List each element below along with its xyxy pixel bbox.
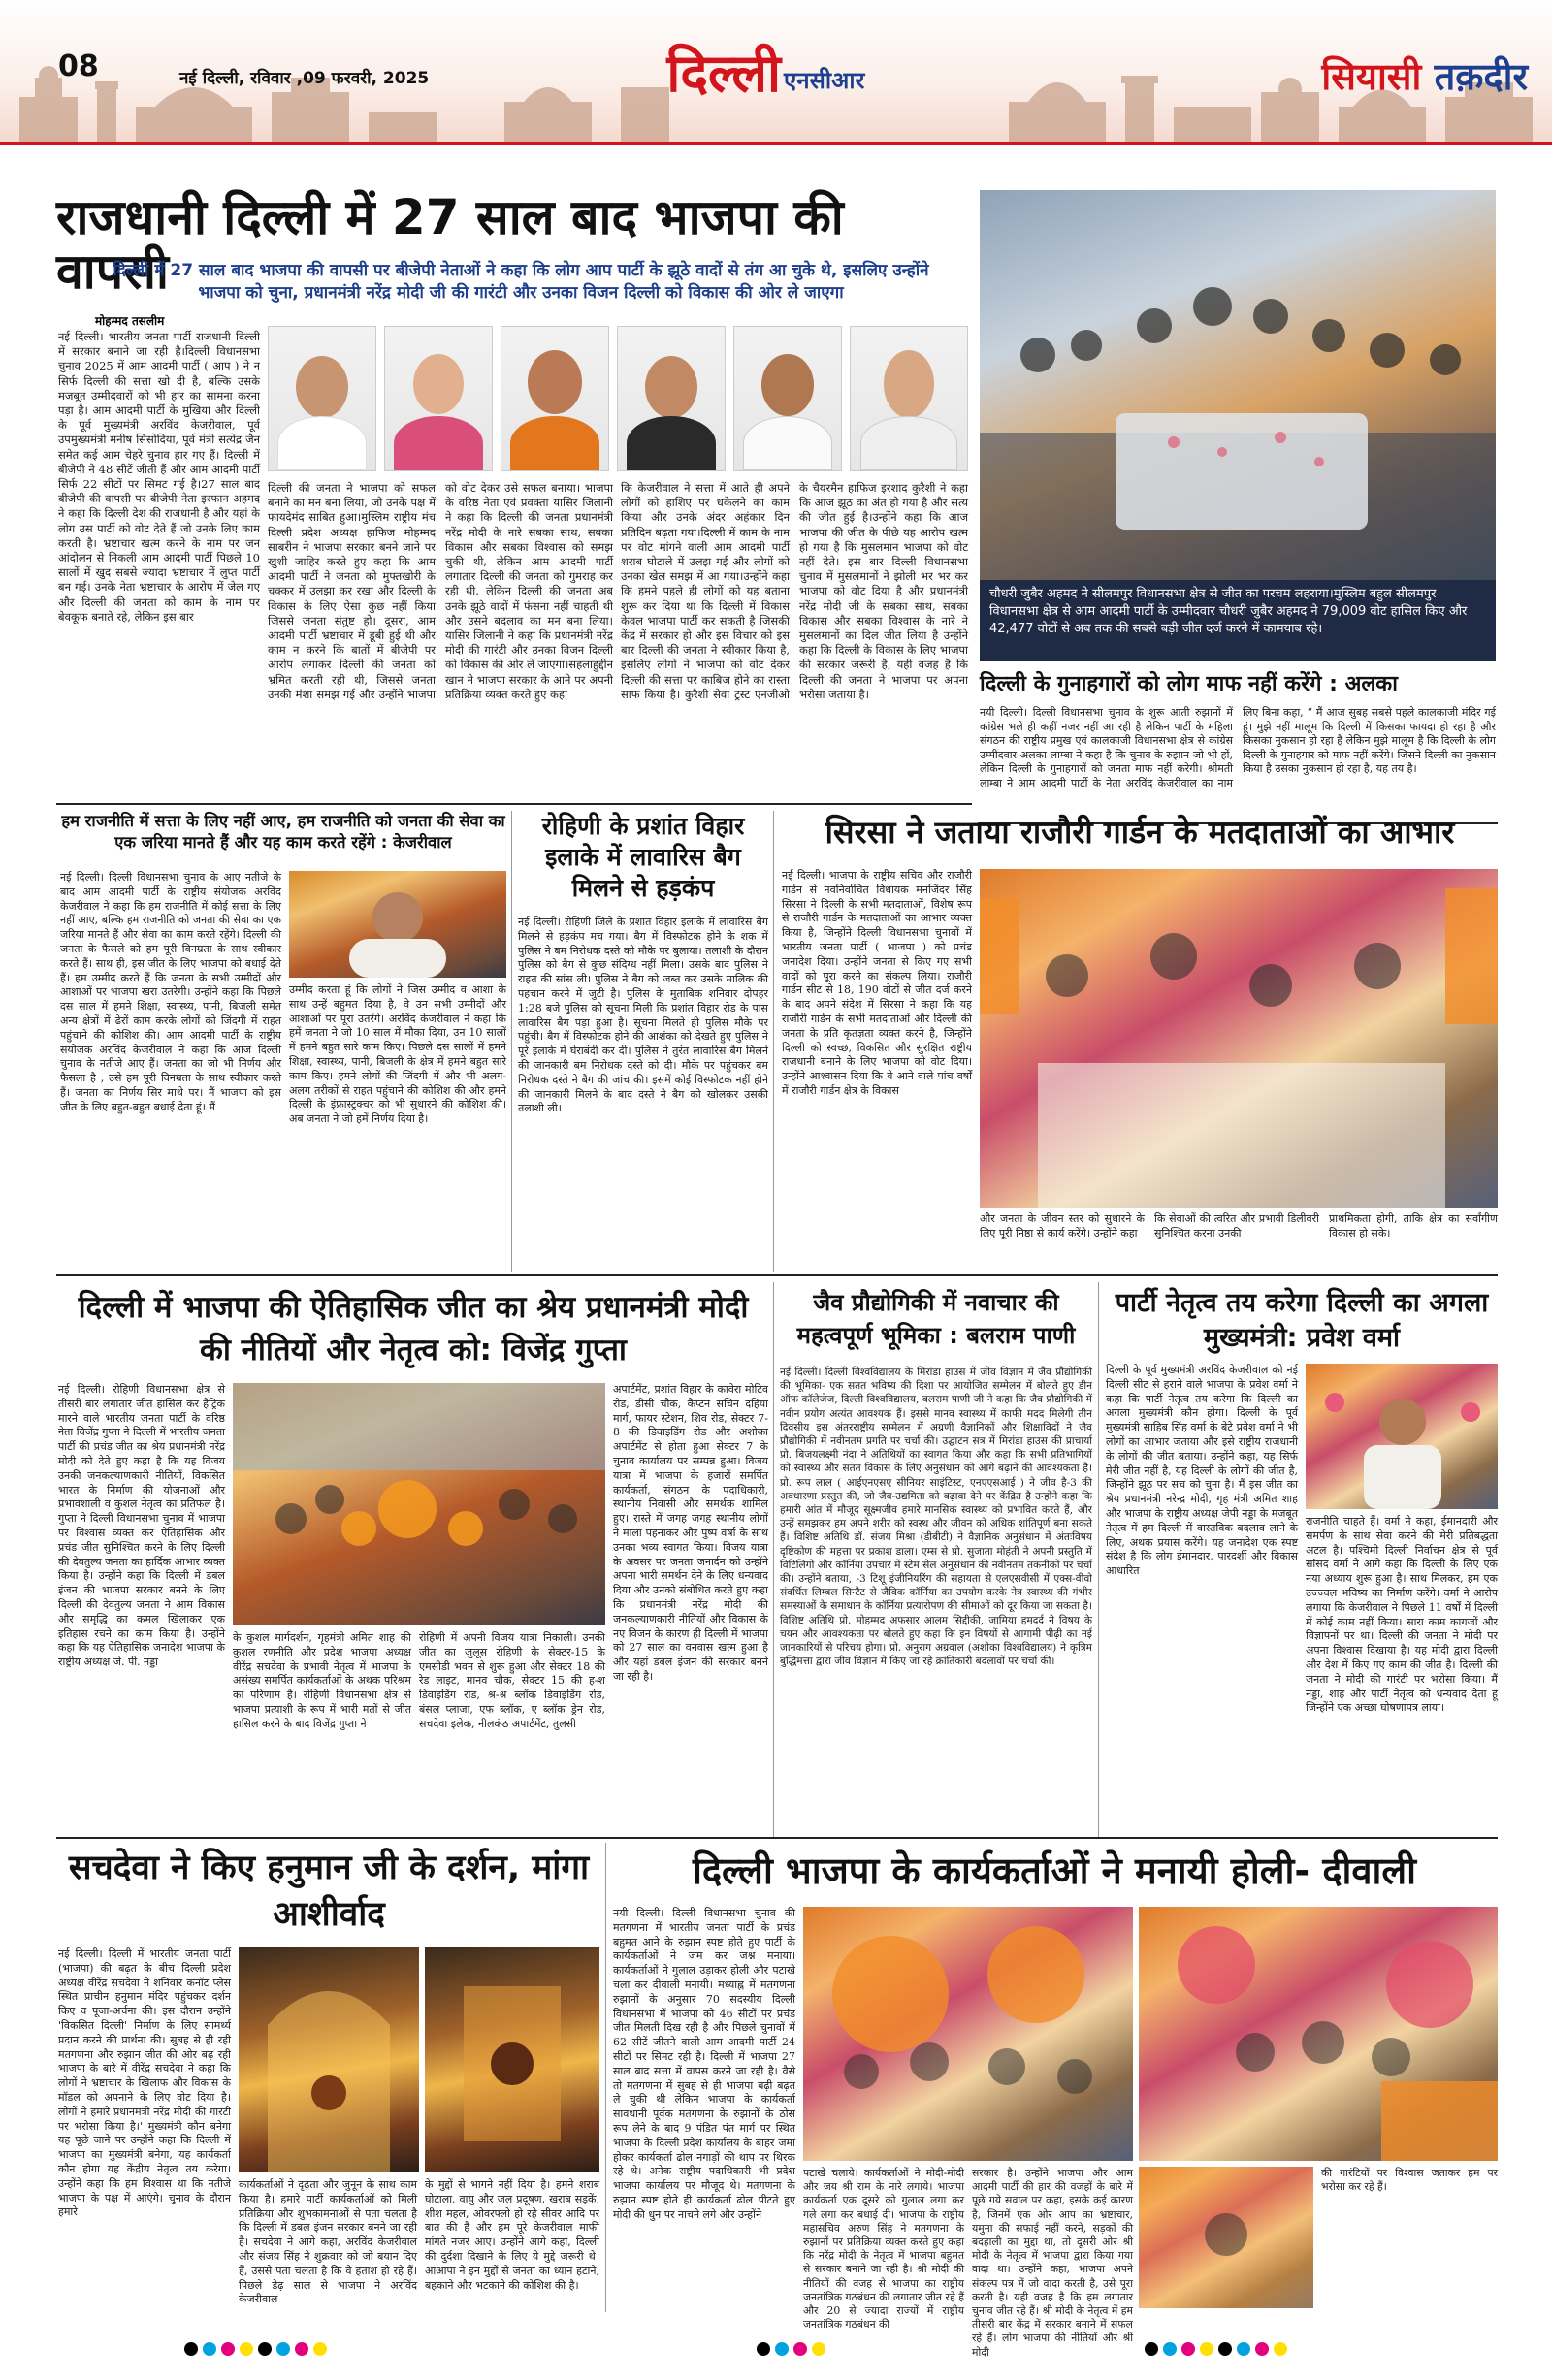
section-title	[1198, 56, 1528, 98]
vrule-4	[1098, 1282, 1099, 1837]
vrule-3	[773, 1282, 774, 1837]
rohini-body: नई दिल्ली। रोहिणी जिले के प्रशांत विहार इलाके में लावारिस बैग मिलने से हड़कंप मच गया। बैग में विस्फोटक होने के शक में पुलिस ने बम निरोधक दस्ते को मौके पर बुलाया। तलाशी के दौरान पुलिस को बैग से कुछ संदिग्ध नहीं मिला। उसके बाद पुलिस ने राहत की सांस ली। पुलिस ने बैग को जब्त कर उसके मालिक की पहचान करने में जुटी है। पुलिस के मुताबिक शनिवार दोपहर 1:28 बजे पुलिस को सूचना मिली कि प्रशांत विहार रोड के पास लावारिस बैग पड़ा हुआ है। सूचना मिलते ही पुलिस मौके पर पहुंची। बैग में विस्फोटक होने की आशंका को देखते हुए पुलिस ने पूरे इलाके में घेराबंदी कर दी। पुलिस ने तुरंत लावारिस बैग मिलने की जानकारी बम निरोधक दस्ते को दी। मौके पर पहुंचकर बम निरोधक दस्ते ने बैग की जांच की। इसमें कोई विस्फोटक नहीं होने की जानकारी मिलने के बाद दस्ते ने बैग को खोलकर उसकी तलाशी ली।	[518, 916, 768, 1115]
lead-body-mid: दिल्ली की जनता ने भाजपा को सफल बनाने का मन बना लिया, जो उनके पक्ष में फायदेमंद साबित हुआ।मुस्लिम राष्ट्रीय मंच दिल्ली प्रदेश अध्यक्ष हाफिज मोहम्मद साबरीन ने भाजपा सरकार बनने जाने पर खुशी जाहिर करते हुए कहा कि आम आदमी पार्टी ने जनता को मुफ्तखोरी के चक्कर में उलझा कर रखा और दिल्ली के विकास के लिए ऐसा कुछ नहीं किया जिससे जनता संतुष्ट हो। दूसरा, आम आदमी पार्टी भ्रष्टाचार में डूबी हुई थी और काम न करने कि बातों में बीजेपी पर आरोप लगाकर दिल्ली की जनता को भ्रमित करती रही थी, जिससे जनता उनकी मंशा समझ गई और उन्होंने भाजपा को वोट देकर उसे सफल बनाया। भाजपा के वरिष्ठ नेता एवं प्रवक्ता यासिर जिलानी ने कहा कि दिल्ली की जनता प्रधानमंत्री नरेंद्र मोदी के नारे सबका साथ, सबका विकास और सबका विश्वास को समझ चुकी थी, लेकिन आम आदमी पार्टी लगातार दिल्ली की जनता को गुमराह कर रही थी, लेकिन दिल्ली की जनता अब उनके झूठे वादों में फंसना नहीं चाहती थी और उसने बदलाव का मन बना लिया। यासिर जिलानी ने कहा कि प्रधानमंत्री नरेंद्र मोदी की गारंटी और उनका विजन दिल्ली को विकास की ओर ले जाएगा।सहलाहुद्दीन खान ने भाजपा सरकार के आने पर अपनी प्रतिक्रिया व्यक्त करते हुए कहा	[268, 481, 613, 701]
dateline: नई दिल्ली, रविवार ,09 फरवरी, 2025	[179, 69, 430, 88]
portrait-3	[501, 326, 609, 471]
victory-rally-photo	[980, 190, 1496, 580]
portrait-5	[733, 326, 842, 471]
divider-1	[56, 803, 972, 805]
masthead-rule	[0, 142, 1552, 145]
sachdeva-headline: सचदेवा ने किए हनुमान जी के दर्शन, मांगा आशीर्वाद	[68, 1849, 590, 1934]
temple-photo-1	[239, 1947, 419, 2172]
divider-2	[56, 1274, 1498, 1276]
temple-photo-2	[425, 1947, 599, 2172]
vrule-2	[773, 811, 774, 1272]
sirsa-strip-b: कि सेवाओं की त्वरित और प्रभावी डिलीवरी सुनिश्चित करना उनकी	[1154, 1212, 1319, 1239]
sirsa-headline: सिरसा ने जताया राजौरी गार्डन के मतदाताओं का आभार	[824, 814, 1455, 851]
divider-3	[56, 1837, 1498, 1839]
portrait-2	[384, 326, 493, 471]
gupta-photo	[233, 1383, 605, 1625]
brand-sub: एनसीआर	[784, 67, 865, 94]
pani-headline: जैव प्रौद्योगिकी में नवाचार की महत्वपूर्ण भूमिका : बलराम पाणी	[796, 1289, 1076, 1349]
verma-headline: पार्टी नेतृत्व तय करेगा दिल्ली का अगला मुख्यमंत्री: प्रवेश वर्मा	[1115, 1288, 1489, 1353]
portrait-6	[850, 326, 968, 471]
lead-body-left: नई दिल्ली। भारतीय जनता पार्टी राजधानी दिल्ली में सरकार बनाने जा रही है।दिल्ली विधानसभा चुनाव 2025 में आम आदमी पार्टी ( आप ) ने न सिर्फ दिल्ली की सत्ता खो दी है, बल्कि उसके मजबूत उम्मीदवारों को भी हार का सामना करना पड़ा है। आम आदमी पार्टी के मुखिया और दिल्ली के पूर्व मुख्यमंत्री अरविंद केजरीवाल, पूर्व उपमुख्यमंत्री मनीष सिसोदिया, पूर्व मंत्री सत्येंद्र जैन समेत कई आम चेहरे चुनाव हार गए हैं। दिल्ली में बीजेपी ने 48 सीटें जीती हैं और आम आदमी पार्टी सिर्फ 22 सीटों पर सिमट गई है।27 साल बाद बीजेपी की वापसी पर बीजेपी नेता इरफान अहमद ने कहा कि दिल्ली देश की राजधानी है और यहां के लोग उस पार्टी को वोट देते हैं जो उनके लिए काम करती है। भ्रष्टाचार खत्म करने के नाम पर जन आंदोलन से निकली आम आदमी पार्टी पिछले 10 सालों में खुद सबसे ज्यादा भ्रष्टाचार में लुप्त पार्टी बन गई। उनके नेता भ्रष्टाचार के आरोप में जेल गए और दिल्ली की जनता को काम के नाम पर बेवकूफ बनाते रहे, लेकिन इस बार	[58, 330, 260, 624]
verma-body-b: राजनीति चाहते हैं। वर्मा ने कहा, ईमानदारी और समर्पण के साथ सेवा करने की मेरी प्रतिबद्धता अटल है। पश्चिमी दिल्ली निर्वाचन क्षेत्र से पूर्व सांसद वर्मा ने आगे कहा कि दिल्ली के लिए एक नया अध्याय शुरू हुआ है। साथ मिलकर, हम एक उज्ज्वल भविष्य का निर्माण करेंगे। वर्मा ने आरोप लगाया कि केजरीवाल ने पिछले 11 वर्षों में दिल्ली में कोई काम नहीं किया। सारा काम कागजों और विज्ञापनों पर था। दिल्ली की जनता ने मोदी पर अपना विश्वास दिखाया है। यह मोदी द्वारा दिल्ली और देश में किए गए काम की जीत है। दिल्ली की जनता ने मोदी की गारंटी पर भरोसा किया। मैं नड्डा, शाह और पार्टी नेतृत्व को धन्यवाद देता हूं जिन्होंने एक अच्छा घोषणापत्र लाया।	[1306, 1515, 1498, 1715]
sachdeva-body-c: के मुद्दों से भागने नहीं दिया है। हमने शराब घोटाला, वायु और जल प्रदूषण, खराब सड़कें, शीश महल, ओवरफ्लो हो रहे सीवर आदि पर बात की है और हम पूरे केजरीवाल माफी मांगते नजर आए। उन्होंने आगे कहा, दिल्ली की दुर्दशा दिखाने के लिए ये मुद्दे जरूरी थे। आआपा ने इन मुद्दों से जनता का ध्यान हटाने, बहकाने और भटकाने की कोशिश की है।	[425, 2178, 599, 2292]
kejriwal-body-b: उम्मीद करता हूं कि लोगों ने जिस उम्मीद व आशा के साथ उन्हें बहुमत दिया है, वे उन सभी उम्मीदों और आशाओं पर पूरा उतरेंगे। अरविंद केजरीवाल ने कहा कि हमें जनता ने जो 10 साल में मौका दिया, उन 10 सालों में हमने बहुत सारे काम किए। पिछले दस सालों में हमने शिक्षा, स्वास्थ्य, पानी, बिजली के क्षेत्र में हमने बहुत सारे काम किए। हमने लोगों की जिंदगी में और भी अलग-अलग तरीकों से राहत पहुंचाने की कोशिश की और हमने दिल्ली के इंफ्रास्ट्रक्चर को भी सुधारने की कोशिश की। अब जनता ने जो हमें निर्णय दिया है।	[289, 983, 506, 1126]
section-title-b: तक़दीर	[1434, 55, 1528, 98]
sirsa-body: नई दिल्ली। भाजपा के राष्ट्रीय सचिव और राजौरी गार्डन से नवनिर्वाचित विधायक मनजिंदर सिंह सिरसा ने दिल्ली के सभी मतदाताओं, विशेष रूप से राजौरी गार्डन के मतदाताओं का आभार व्यक्त किया है, जिन्होंने दिल्ली विधानसभा चुनावों में भारतीय जनता पार्टी ( भाजपा ) को प्रचंड जनादेश दिया। उन्होंने जनता से किए गए सभी वादों को पूरा करने का संकल्प लिया। राजौरी गार्डन सीट से 18, 190 वोटों से जीत दर्ज करने के बाद अपने संदेश में सिरसा ने कहा कि यह राजौरी गार्डन के सभी मतदाताओं और दिल्ली की जनता के प्रति कृतज्ञता व्यक्त करने है, जिन्होंने दिल्ली को स्वच्छ, विकसित और सुरक्षित राष्ट्रीय राजधानी बनाने के लिए भाजपा को वोट दिया। उन्होंने आश्वासन दिया कि वे आने वाले पांच वर्षों में राजौरी गार्डन क्षेत्र के विकास	[782, 869, 972, 1097]
registration-marks-mid	[757, 2341, 951, 2361]
brand-main: दिल्ली	[666, 43, 781, 104]
sachdeva-body-a: नई दिल्ली। दिल्ली में भारतीय जनता पार्टी (भाजपा) की बढ़त के बीच दिल्ली प्रदेश अध्यक्ष वीरेंद्र सचदेवा ने शनिवार कनॉट प्लेस स्थित प्राचीन हनुमान मंदिर पहुंचकर दर्शन किए व पूजा-अर्चना की। इस दौरान उन्होंने 'विकसित दिल्ली' निर्माण के लिए सामर्थ्य प्रदान करने की प्रार्थना की। सुबह से ही रही मतगणना और रुझान जीत की ओर बढ़ रही भाजपा के बारे में वीरेंद्र सचदेवा ने कहा कि लोगों ने भ्रष्टाचार के खिलाफ और विकास के मॉडल को अपनाने के लिए वोट दिया है। लोगों ने हमारे प्रधानमंत्री नरेंद्र मोदी की गारंटी पर भरोसा किया है।' मुख्यमंत्री कौन बनेगा यह पूछे जाने पर उन्होंने कहा कि दिल्ली में भाजपा का मुख्यमंत्री बनेगा, यह कार्यकर्ता कौन होगा यह केंद्रीय नेतृत्व तय करेगा। उन्होंने कहा कि हम विश्वास था कि नतीजे भाजपा के पक्ष में आएंगे। चुनाव के दौरान हमारे	[58, 1947, 231, 2219]
victory-rally-caption: चौधरी जुबैर अहमद ने सीलमपुर विधानसभा क्षेत्र से जीत का परचम लहराया।मुस्लिम बहुल सीलमपुर विधानसभा क्षेत्र से आम आदमी पार्टी के उम्मीदवार चौधरी जुबैर अहमद ने 79,009 वोट हासिल किए और 42,477 वोटों से अब तक की सबसे बड़ी जीत दर्ज करने में कामयाब रहे।	[980, 580, 1496, 661]
holi-headline: दिल्ली भाजपा के कार्यकर्ताओं ने मनायी होली- दीवाली	[693, 1849, 1416, 1892]
verma-body-a: दिल्ली के पूर्व मुख्यमंत्री अरविंद केजरीवाल को नई दिल्ली सीट से हराने वाले भाजपा के प्रवेश वर्मा ने कहा कि पार्टी नेतृत्व तय करेगा कि दिल्ली का अगला मुख्यमंत्री कौन होगा। दिल्ली के पूर्व मुख्यमंत्री साहिब सिंह वर्मा के बेटे प्रवेश वर्मा ने भी लोगों का आभार जताया और इसे राष्ट्रीय राजधानी के लोगों की जीत बताया। उन्होंने कहा, यह सिर्फ मेरी जीत नहीं है, यह दिल्ली के लोगों की जीत है, जिन्होंने झूठ पर सच को चुना है। मैं इस जीत का श्रेय प्रधानमंत्री नरेन्द्र मोदी, गृह मंत्री अमित शाह और भाजपा के राष्ट्रीय अध्यक्ष जेपी नड्डा के मजबूत नेतृत्व में हम दिल्ली में वास्तविक बदलाव लाने के लिए, अथक प्रयास करेंगे। यह जनादेश एक स्पष्ट संदेश है कि लोग ईमानदार, पारदर्शी और विकास आधारित	[1106, 1364, 1298, 1578]
alka-body: नयी दिल्ली। दिल्ली विधानसभा चुनाव के शुरू आती रुझानों में कांग्रेस भले ही कहीं नजर नहीं आ रही है लेकिन पार्टी के महिला संगठन की राष्ट्रीय प्रमुख एवं कालकाजी विधानसभा क्षेत्र से कांग्रेस उम्मीदवार अलका लाम्बा ने कहा है कि चुनाव के रुझान जो भी हों, लेकिन दिल्ली के गुनाहगारों को जनता माफ नहीं करेगी। श्रीमती लाम्बा ने आम आदमी पार्टी के नेता अरविंद केजरीवाल का नाम लिए बिना कहा, “ मैं आज सुबह सबसे पहले कालकाजी मंदिर गई हूं। मुझे नहीं मालूम कि दिल्ली में किसका फायदा हो रहा है और किसका नुकसान हो रहा है लेकिन मुझे मालूम है कि दिल्ली के लोग दिल्ली के गुनाहगार को माफ नहीं करेंगे। जिसने दिल्ली का नुकसान किया है उसका नुकसान हो रहा है, यह तय है।	[980, 706, 1496, 789]
lead-body-right: कि केजरीवाल ने सत्ता में आते ही अपने लोगों को हाशिए पर धकेलने का काम किया और उनके अंदर अहंकार दिन प्रतिदिन बढ़ता गया।दिल्ली में काम के नाम पर वोट मांगने वाली आम आदमी पार्टी शराब घोटाले में उलझ गई और लोगों को उनका खेल समझ में आ गया।उन्होंने कहा कि हमने पहले ही लोगों को यह बताना शुरू कर दिया था कि दिल्ली में विकास केवल भाजपा पार्टी कर सकती है जिसकी केंद्र में सरकार हो और इस विचार को इस बार दिल्ली की जनता ने स्वीकार किया है, इसलिए लोगों ने भाजपा को वोट देकर दिल्ली की सत्ता पर काबिज होने का रास्ता साफ किया है। कुरैशी सेवा ट्रस्ट एनजीओ के चैयरमैन हाफिज इरशाद कुरैशी ने कहा कि आज झूठ का अंत हो गया है और सत्य की जीत हुई है।उन्होंने कहा कि आज भाजपा की जीत के पीछे यह आरोप खत्म हो गया है कि मुसलमान भाजपा को वोट नहीं देते। इस बार दिल्ली विधानसभा चुनाव में मुसलमानों ने झोली भर भर कर भाजपा को वोट दिया है और प्रधानमंत्री नरेंद्र मोदी जी के सबका साथ, सबका विकास और सबका विश्वास के नारे ने मुसलमानों का दिल जीत लिया है उन्होंने कहा कि दिल्ली के विकास के लिए भाजपा की सरकार जरूरी है, यही वजह है कि दिल्ली की जनता ने भाजपा पर अपना भरोसा जताया है।	[621, 481, 968, 701]
brand-logo	[558, 45, 781, 113]
holi-body-b: पटाखे चलाये। कार्यकर्ताओं ने मोदी-मोदी और जय श्री राम के नारे लगाये। भाजपा कार्यकर्ता एक दूसरे को गुलाल लगा कर गले लगा कर बधाई दी। भाजपा के राष्ट्रीय महासचिव अरुण सिंह ने मतगणना के रुझानों पर प्रतिक्रिया व्यक्त करते हुए कहा कि नरेंद्र मोदी के नेतृत्व में भाजपा बहुमत से सरकार बनाने जा रही है। श्री मोदी की नीतियों की वजह से भाजपा का राष्ट्रीय जनतांत्रिक गठबंधन की लगातार जीत रहे हैं और 20 से ज्यादा राज्यों में राष्ट्रीय जनतांत्रिक गठबंधन की	[803, 2167, 964, 2332]
kejriwal-body-a: नई दिल्ली। दिल्ली विधानसभा चुनाव के आए नतीजे के बाद आम आदमी पार्टी के राष्ट्रीय संयोजक अरविंद केजरीवाल ने कहा कि हम राजनीति में कोई सत्ता के लिए नहीं आए, बल्कि हम राजनीति को जनता की सेवा का एक जरिया मानते हैं और सेवा का काम करते रहेंगे। दिल्ली की जनता के फैसले को हम पूरी विनम्रता के साथ स्वीकार करते हैं। साथ ही, इस जीत के लिए भाजपा को बधाई देते हैं। हम उम्मीद करते हैं कि जनता के सभी उम्मीदों और आशाओं पर भाजपा खरा उतरेगी। उन्होंने कहा कि पिछले दस साल में हमने शिक्षा, स्वास्थ्य, पानी, बिजली समेत अन्य क्षेत्रों में ढेरों काम करके लोगों को जिंदगी में राहत पहुंचाने की कोशिश की। आम आदमी पार्टी के राष्ट्रीय संयोजक अरविंद केजरीवाल ने कहा कि आज दिल्ली चुनाव के नतीजे आए हैं। जनता का जो भी निर्णय और फैसला है , उसे हम पूरी विनम्रता के साथ स्वीकार करते हैं। जनता का निर्णय सिर माथे पर। मैं भाजपा को इस जीत के लिए बहुत-बहुत बधाई देता हूं। मैं	[60, 871, 281, 1113]
holi-photo-2	[1139, 1907, 1498, 2161]
sirsa-photo	[980, 869, 1498, 1208]
section-title-a: सियासी	[1321, 55, 1422, 98]
sachdeva-body-b: कार्यकर्ताओं ने दृढ़ता और जुनून के साथ काम किया है। हमारे पार्टी कार्यकर्ताओं को मिली प्रतिक्रिया और शुभकामनाओं से पता चलता है कि दिल्ली में डबल इंजन सरकार बनने जा रही है। सचदेवा ने आगे कहा, अरविंद केजरीवाल और संजय सिंह ने शुक्रवार को जो बयान दिए हैं, उससे पता चलता है कि वे हताश हो रहे हैं। पिछले डेढ़ साल से भाजपा ने अरविंद केजरीवाल	[239, 2178, 417, 2306]
lead-byline: मोहम्मद तसलीम	[95, 314, 165, 328]
gupta-body-a: नई दिल्ली। रोहिणी विधानसभा क्षेत्र से तीसरी बार लगातार जीत हासिल कर हैट्रिक मारने वाले भारतीय जनता पार्टी के वरिष्ठ नेता विजेंद्र गुप्ता ने दिल्ली में भारतीय जनता पार्टी की प्रचंड जीत का श्रेय प्रधानमंत्री नरेंद्र मोदी को देते हुए कहा है कि यह विजय उनकी जनकल्याणकारी नीतियों, विकसित भारत के निर्माण की योजनाओं और प्रभावशाली व कुशल नेतृत्व का प्रतिफल है। गुप्ता ने दिल्ली विधानसभा चुनाव में भाजपा पर विश्वास व्यक्त कर ऐतिहासिक और प्रचंड जीत सुनिश्चित करने के लिए दिल्ली की देवतुल्य जनता का हार्दिक आभार व्यक्त किया है। उन्होंने कहा कि दिल्ली में डबल इंजन की भाजपा सरकार बनने के लिए दिल्ली की देवतुल्य जनता ने आम विकास और समृद्धि का कमल खिलाकर एक इतिहास रचने का काम किया है। उन्होंने कहा कि यह ऐतिहासिक जनादेश भाजपा के राष्ट्रीय अध्यक्ष जे. पी. नड्डा	[58, 1383, 225, 1669]
crowd-illustration	[980, 190, 1496, 580]
holi-body-c: सरकार है। उन्होंने भाजपा और आम आदमी पार्टी की हार की वजहों के बारे में पूछे गये सवाल पर कहा, इसके कई कारण है, जिनमें एक ओर आप का भ्रष्टाचार, यमुना की सफाई नहीं करने, सड़कों की बदहाली का मुद्दा था, तो दूसरी ओर श्री मोदी के नेतृत्व में भाजपा द्वारा किया गया वादा था। उन्होंने कहा, भाजपा अपने संकल्प पत्र में जो वादा करती है, उसे पूरा करती है। यही वजह है कि हम लगातार चुनाव जीत रहे हैं। श्री मोदी के नेतृत्व में हम तीसरी बार केंद्र में सरकार बनाने में सफल रहे हैं। लोग भाजपा की नीतियों और श्री मोदी	[972, 2167, 1133, 2359]
holi-photo-1	[803, 1907, 1133, 2161]
holi-body-a: नयी दिल्ली। दिल्ली विधानसभा चुनाव की मतगणना में भारतीय जनता पार्टी के प्रचंड बहुमत आने के रुझान स्पष्ट होते हुए पार्टी के कार्यकर्ताओं ने जम कर जश्न मनाया। कार्यकर्ताओं ने गुलाल उड़ाकर होली और पटाखे चला कर दीवाली मनायी। मध्याह्न में मतगणना रुझानों के अनुसार 70 सदस्यीय दिल्ली विधानसभा में भाजपा को 46 सीटों पर प्रचंड जीत मिलती दिख रही है और पिछले चुनावों में 62 सीटें जीतने वाली आम आदमी पार्टी 24 सीटों पर सिमट रही है। दिल्ली में भाजपा 27 साल बाद सत्ता में वापस करने जा रही है। वैसे तो मतगणना में सुबह से ही भाजपा बढ़ी बढ़त ले चुकी थी लेकिन भाजपा के कार्यकर्ता सावधानी पूर्वक मतगणना के रुझानों के ठोस रूप लेने के बाद 9 पंडित पंत मार्ग पर स्थित भाजपा के दिल्ली प्रदेश कार्यालय के बाहर जमा होकर कार्यकर्ता ढोल नगाड़ों की थाप पर थिरक रहे थे। अनेक राष्ट्रीय पदाधिकारी भी प्रदेश भाजपा कार्यालय पर मौजूद थे। मतगणना के रुझान स्पष्ट होते ही कार्यकर्ता ढोल पीटते हुए मोदी की धुन पर नाचने लगे और उन्होंने	[613, 1907, 795, 2221]
lead-headline: राजधानी दिल्ली में 27 साल बाद भाजपा की वापसी	[56, 189, 844, 300]
masthead	[0, 0, 1552, 145]
pani-body: नई दिल्ली। दिल्ली विश्वविद्यालय के मिरांडा हाउस में जीव विज्ञान में जैव प्रौद्योगिकी की भूमिका- एक सतत भविष्य की दिशा पर आयोजित सम्मेलन में बोलते हुए डीन ऑफ कॉलेजेज, दिल्ली विश्वविद्यालय, बलराम पाणी जी ने कहा कि जैव प्रौद्योगिकी में नवीन प्रयोग अत्यंत आवश्यक हैं। इससे मानव स्वास्थ्य में काफी मदद मिलेगी तीन दिवसीय इस अंतरराष्ट्रीय सम्मेलन में अग्रणी वैज्ञानिकों और शिक्षाविदों ने जैव प्रौद्योगिकी में नवीनतम प्रगति पर चर्चा की। उद्घाटन सत्र में मिरांडा हाउस की प्राचार्या प्रो. बिजयलक्ष्मी नंदा ने अतिथियों का स्वागत किया और कहा कि सभी प्रतिभागियों को स्वास्थ्य और सतत विकास के लिए अनुसंधान को आगे बढ़ाने की आवश्यकता है। प्रो. रूप लाल ( आईएनएसए सीनियर साइंटिस्ट, एनएएसआई ) ने जीव है-3 की अवधारणा प्रस्तुत की, जो जैव-उद्यमिता को बढ़ावा देने पर केंद्रित है उन्होंने कहा कि हमारी आंत में मौजूद सूक्ष्मजीव हमारे मानसिक स्वास्थ्य को प्रभावित करते हैं, और उन्हें समझकर हम अपने शरीर को स्वस्थ और जीवन को अधिक शांतिपूर्ण बना सकते हैं। विशिष्ट अतिथि डॉ. संजय मिश्रा (डीबीटी) ने वैज्ञानिक अनुसंधान में अंतःविषय दृष्टिकोण की महत्ता पर प्रकाश डाला। एम्स से प्रो. सुजाता मोहंती ने अपनी प्रस्तुति में विटिलिगो और कॉर्निया उपचार में स्टेम सेल अनुसंधान की नवीनतम तकनीकों पर चर्चा की। उन्होंने बताया, -3 टिशू इंजीनियरिंग की सहायता से एलएसवीसी में एक्स-वीवो संवर्धित लिम्बल सिन्टैट से जैविक कॉर्निया का उपयोग करके नेत्र स्वास्थ्य की गंभीर समस्याओं के समाधान के कॉर्निया प्रत्यारोपण की सीमाओं को दूर किया जा सकता है। विशिष्ट अतिथि प्रो. मोहम्मद अफसार आलम सिद्दीकी, जामिया हमदर्द ने विषय के चयन और आवश्यकता पर बोलते हुए कहा कि इन विषयों से आगामी पीढ़ी का नई जानकारियों से परिचय होगा। प्रो. अनुराग अग्रवाल (अशोका विश्वविद्यालय) ने कृत्रिम बुद्धिमत्ता द्वारा जीव विज्ञान में किए जा रहे क्रांतिकारी बदलावों पर चर्चा की।	[780, 1367, 1092, 1668]
portrait-4	[617, 326, 726, 471]
page-number: 08	[58, 49, 99, 83]
lead-deck: दिल्ली में 27 साल बाद भाजपा की वापसी पर बीजेपी नेताओं ने कहा कि लोग आप पार्टी के झूठे वादों से तंग आ चुके थे, इसलिए उन्होंने भाजपा को चुना, प्रधानमंत्री नरेंद्र मोदी जी की गारंटी और उनका विजन दिल्ली को विकास की ओर ले जाएगा	[113, 261, 929, 303]
kejriwal-headline: हम राजनीति में सत्ता के लिए नहीं आए, हम राजनीति को जनता की सेवा का एक जरिया मानते हैं और यह काम करते रहेंगे : केजरीवाल	[61, 812, 505, 852]
registration-marks-left	[184, 2341, 436, 2361]
kejriwal-photo	[289, 871, 506, 978]
verma-photo	[1306, 1364, 1498, 1509]
gupta-body-c: रोहिणी में अपनी विजय यात्रा निकाली। उनकी जीत का जुलूस रोहिणी के सेक्टर-15 के एमसीडी भवन से शुरू हुआ और सेक्टर 18 की रेड लाइट, मानव चौक, सेक्टर 15 की ह-श डिवाइडिंग रोड, श्र-श्र ब्लॉक डिवाइडिंग रोड, बंसल प्लाजा, एफ ब्लॉक, ए ब्लॉक ड्रेन रोड, सचदेवा इलेक, नीलकंठ अपार्टमेंट, तुलसी	[419, 1631, 605, 1730]
registration-marks-right	[1145, 2341, 1397, 2361]
portrait-1	[268, 326, 376, 471]
leader-portraits	[268, 326, 968, 471]
vrule-5	[605, 1843, 606, 2312]
holi-body-d: की गारंटियों पर विश्वास जताकर हम पर भरोसा कर रहे हैं।	[1321, 2167, 1498, 2194]
alka-headline: दिल्ली के गुनाहगारों को लोग माफ नहीं करेंगे : अलका	[980, 672, 1398, 696]
sirsa-strip-c: प्राथमिकता होगी, ताकि क्षेत्र का सर्वांगीण विकास हो सके।	[1329, 1212, 1498, 1239]
rohini-headline: रोहिणी के प्रशांत विहार इलाके में लावारिस बैग मिलने से हड़कंप	[541, 812, 745, 902]
holi-photo-3	[1139, 2167, 1313, 2308]
sirsa-strip-a: और जनता के जीवन स्तर को सुधारने के लिए पूरी निष्ठा से कार्य करेंगे। उन्होंने कहा	[980, 1212, 1145, 1239]
gupta-body-d: अपार्टमेंट, प्रशांत विहार के कावेरा मोटिव रोड, डीसी चौक, कैप्टन सचिन दहिया मार्ग, फायर स्टेशन, शिव रोड, सेक्टर 7-8 की डिवाइडिंग रोड और अशोका अपार्टमेंट से होता हुआ सेक्टर 7 के चुनाव कार्यालय पर सम्पन्न हुआ। विजय यात्रा में भाजपा के हजारों समर्पित कार्यकर्ता, संगठन के पदाधिकारी, स्थानीय निवासी और समर्थक शामिल हुए। रास्ते में जगह जगह स्थानीय लोगों ने माला पहनाकर और पुष्प वर्षा के साथ उनका भव्य स्वागत किया। विजय यात्रा के अवसर पर जनता जनार्दन को उन्होंने अपना भारी समर्थन देने के लिए धन्यवाद दिया और उनको संबोधित करते हुए कहा कि प्रधानमंत्री नरेंद्र मोदी की जनकल्याणकारी नीतियों और विकास के नए विजन के कारण ही दिल्ली में भाजपा को 27 साल का वनवास खत्म हुआ है और यहां डबल इंजन की सरकार बनने जा रही है।	[613, 1383, 768, 1683]
gupta-body-b: के कुशल मार्गदर्शन, गृहमंत्री अमित शाह की कुशल रणनीति और प्रदेश भाजपा अध्यक्ष वीरेंद्र सचदेवा के प्रभावी नेतृत्व में भाजपा के असंख्य समर्पित कार्यकर्ताओं के अथक परिश्रम का परिणाम है। रोहिणी विधानसभा क्षेत्र से भाजपा प्रत्याशी के रूप में भारी मतों से जीत हासिल करने के बाद विजेंद्र गुप्ता ने	[233, 1631, 411, 1730]
gupta-headline: दिल्ली में भाजपा की ऐतिहासिक जीत का श्रेय प्रधानमंत्री मोदी की नीतियों और नेतृत्व को: विजेंद्र गुप्ता	[78, 1290, 749, 1367]
vrule-1	[511, 811, 512, 1272]
